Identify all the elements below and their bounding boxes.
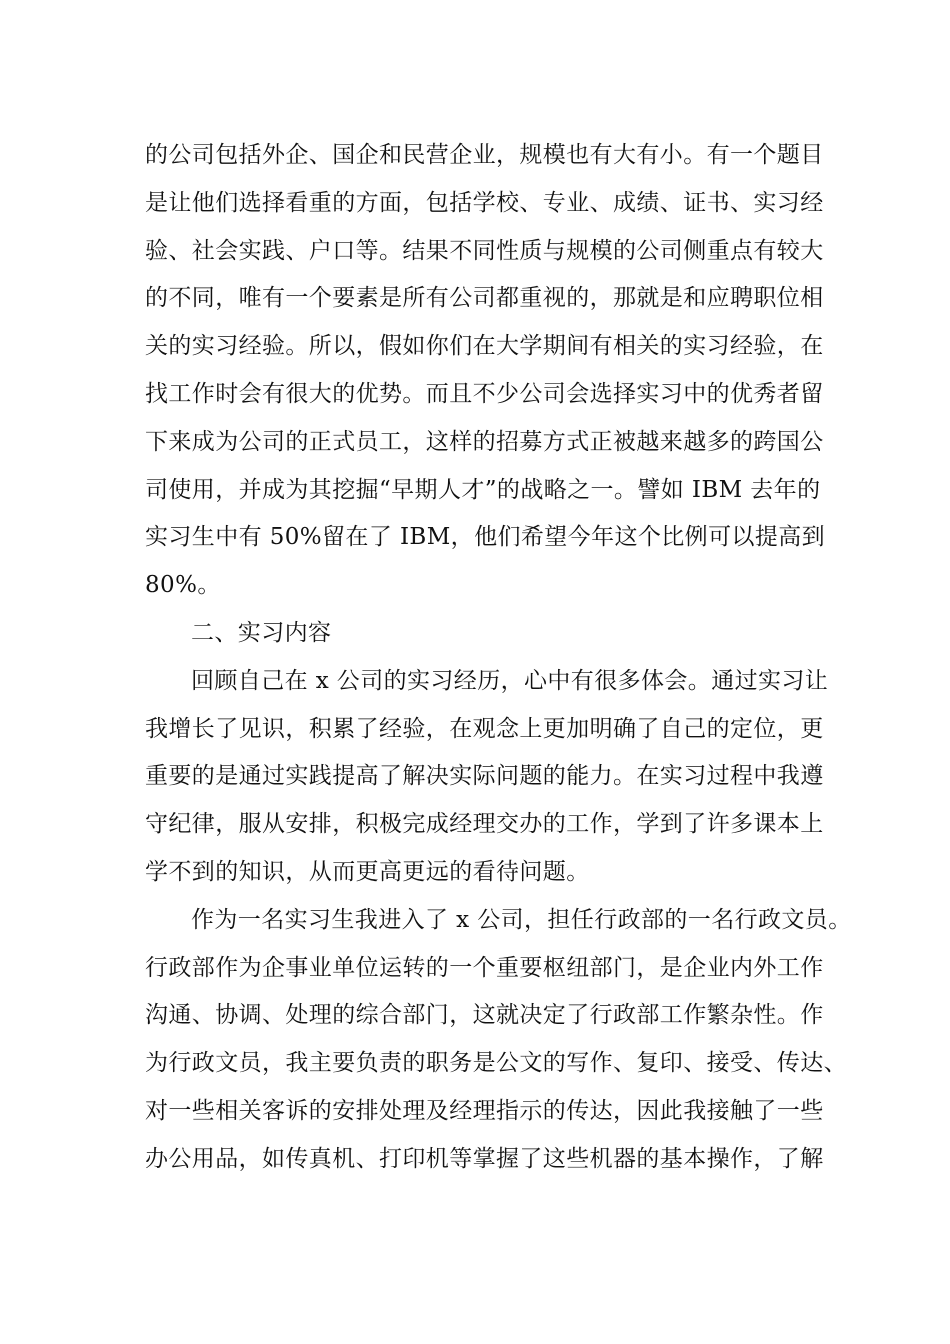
text-line: 沟通、协调、处理的综合部门，这就决定了行政部工作繁杂性。作 [145,1002,824,1029]
text-line: 找工作时会有很大的优势。而且不少公司会选择实习中的优秀者留 [145,380,824,407]
section-heading: 二、实习内容 [191,619,332,646]
text-line: 验、社会实践、户口等。结果不同性质与规模的公司侧重点有较大 [145,237,824,264]
text-line: 关的实习经验。所以，假如你们在大学期间有相关的实习经验，在 [145,333,824,360]
text-line: 守纪律，服从安排，积极完成经理交办的工作，学到了许多课本上 [145,811,824,838]
text-line: 重要的是通过实践提高了解决实际问题的能力。在实习过程中我遵 [145,763,824,790]
paragraph-first-line: 作为一名实习生我进入了 x 公司，担任行政部的一名行政文员。 [191,906,852,933]
paragraph-first-line: 回顾自己在 x 公司的实习经历，心中有很多体会。通过实习让 [191,667,829,694]
body-text [145,132,852,1184]
text-line: 办公用品，如传真机、打印机等掌握了这些机器的基本操作，了解 [145,1145,824,1172]
text-line: 为行政文员，我主要负责的职务是公文的写作、复印、接受、传达、 [145,1050,847,1077]
text-line: 的公司包括外企、国企和民营企业，规模也有大有小。有一个题目 [145,142,824,168]
text-line: 学不到的知识，从而更高更远的看待问题。 [145,858,590,885]
text-line: 对一些相关客诉的安排处理及经理指示的传达，因此我接触了一些 [145,1097,824,1124]
text-line: 司使用，并成为其挖掘“早期人才”的战略之一。譬如 IBM 去年的 [145,476,821,503]
text-line: 是让他们选择看重的方面，包括学校、专业、成绩、证书、实习经 [145,189,824,216]
text-line: 80%。 [145,572,221,599]
text-line: 我增长了见识，积累了经验，在观念上更加明确了自己的定位，更 [145,715,824,742]
text-line: 行政部作为企事业单位运转的一个重要枢纽部门，是企业内外工作 [145,954,824,981]
text-line: 的不同，唯有一个要素是所有公司都重视的，那就是和应聘职位相 [145,285,824,312]
text-line: 下来成为公司的正式员工，这样的招募方式正被越来越多的跨国公 [145,428,824,455]
text-line: 实习生中有 50%留在了 IBM，他们希望今年这个比例可以提高到 [145,524,826,551]
